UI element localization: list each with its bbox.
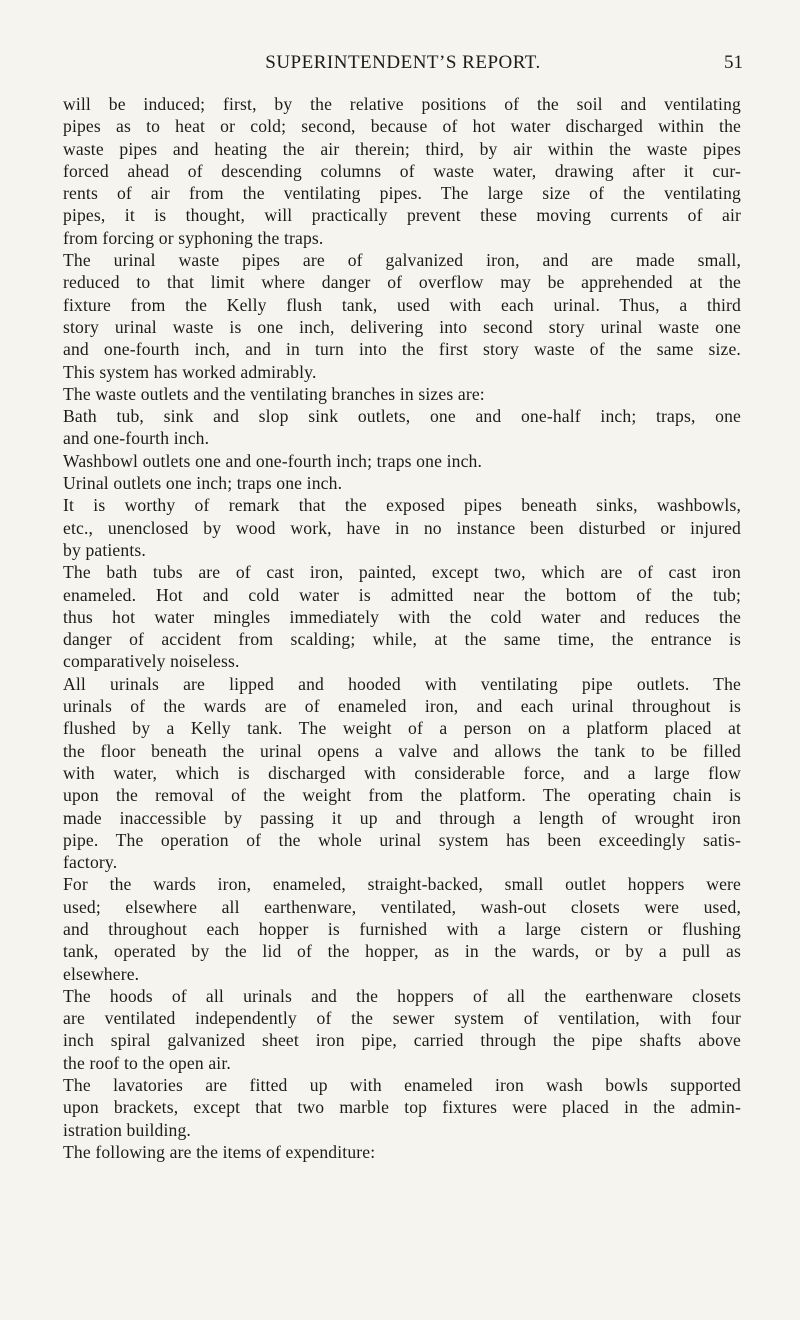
paragraph [63,450,741,472]
text-line: tank, operated by the lid of the hopper, as in the wards, or by a pull as [63,941,741,962]
text-line: istration building. [63,1119,191,1140]
text-line: urinals of the wards are of enameled iron, and each urinal throughout is [63,696,741,717]
running-title: SUPERINTENDENT’S REPORT. [265,52,541,73]
text-line: Washbowl outlets one and one-fourth inch; traps one inch. [63,450,483,471]
text-line: reduced to that limit where danger of overflow may be apprehended at the [63,272,741,293]
page-header [63,52,743,76]
paragraph [63,93,741,249]
text-line: upon the removal of the weight from the platform. The operating chain is [63,785,741,806]
text-line: are ventilated independently of the sewer system of ventilation, with four [63,1008,741,1029]
text-line: inch spiral galvanized sheet iron pipe, carried through the pipe shafts above [63,1030,741,1051]
text-line: comparatively noiseless. [63,651,240,672]
text-line: This system has worked admirably. [63,361,317,382]
text-line: The lavatories are fitted up with enameled iron wash bowls supported [63,1075,741,1096]
text-line: danger of accident from scalding; while, at the same time, the entrance is [63,629,741,650]
text-line: enameled. Hot and cold water is admitted near the bottom of the tub; [63,584,741,605]
text-line: rents of air from the ventilating pipes. The large size of the ventilating [63,183,741,204]
text-line: Bath tub, sink and slop sink outlets, one and one-half inch; traps, one [63,406,741,427]
text-line: It is worthy of remark that the exposed pipes beneath sinks, washbowls, [63,495,741,516]
text-line: and throughout each hopper is furnished with a large cistern or flushing [63,918,741,939]
text-line: pipes as to heat or cold; second, because of hot water discharged within the [63,116,741,137]
text-line: The hoods of all urinals and the hoppers of all the earthenware closets [63,985,741,1006]
text-line: and one-fourth inch. [63,428,210,449]
text-line: All urinals are lipped and hooded with ventilating pipe outlets. The [63,673,741,694]
paragraph [63,673,741,874]
body-text [63,93,741,1163]
text-line: the roof to the open air. [63,1052,231,1073]
text-line: etc., unenclosed by wood work, have in no instance been disturbed or injured [63,517,741,538]
paragraph [63,985,741,1074]
text-line: pipes, it is thought, will practically prevent these moving currents of air [63,205,741,226]
text-line: the floor beneath the urinal opens a valve and allows the tank to be filled [63,740,741,761]
paragraph [63,383,741,405]
text-line: factory. [63,852,118,873]
text-line: story urinal waste is one inch, delivering into second story urinal waste one [63,316,741,337]
text-line: upon brackets, except that two marble top fixtures were placed in the admin- [63,1097,741,1118]
paragraph [63,561,741,672]
page-number: 51 [724,52,743,73]
paragraph [63,1141,741,1163]
text-line: The urinal waste pipes are of galvanized iron, and are made small, [63,250,741,271]
text-line: fixture from the Kelly flush tank, used with each urinal. Thus, a third [63,294,741,315]
paragraph [63,1074,741,1141]
text-line: flushed by a Kelly tank. The weight of a person on a platform placed at [63,718,741,739]
paragraph [63,249,741,383]
paragraph [63,494,741,561]
text-line: The bath tubs are of cast iron, painted, except two, which are of cast iron [63,562,741,583]
text-line: pipe. The operation of the whole urinal system has been exceedingly satis- [63,829,741,850]
paragraph [63,472,741,494]
text-line: Urinal outlets one inch; traps one inch. [63,473,343,494]
text-line: The following are the items of expenditure: [63,1141,376,1162]
text-line: For the wards iron, enameled, straight-backed, small outlet hoppers were [63,874,741,895]
text-line: by patients. [63,539,146,560]
text-line: elsewhere. [63,963,140,984]
paragraph [63,873,741,984]
text-line: The waste outlets and the ventilating branches in sizes are: [63,383,485,404]
text-line: from forcing or syphoning the traps. [63,227,324,248]
text-line: thus hot water mingles immediately with the cold water and reduces the [63,606,741,627]
text-line: with water, which is discharged with considerable force, and a large flow [63,762,741,783]
text-line: will be induced; first, by the relative positions of the soil and ventilating [63,94,741,114]
text-line: forced ahead of descending columns of waste water, drawing after it cur- [63,160,741,181]
paragraph [63,405,741,450]
text-line: used; elsewhere all earthenware, ventilated, wash-out closets were used, [63,896,741,917]
text-line: and one-fourth inch, and in turn into the first story waste of the same size. [63,339,741,360]
text-line: waste pipes and heating the air therein; third, by air within the waste pipes [63,138,741,159]
text-line: made inaccessible by passing it up and through a length of wrought iron [63,807,741,828]
